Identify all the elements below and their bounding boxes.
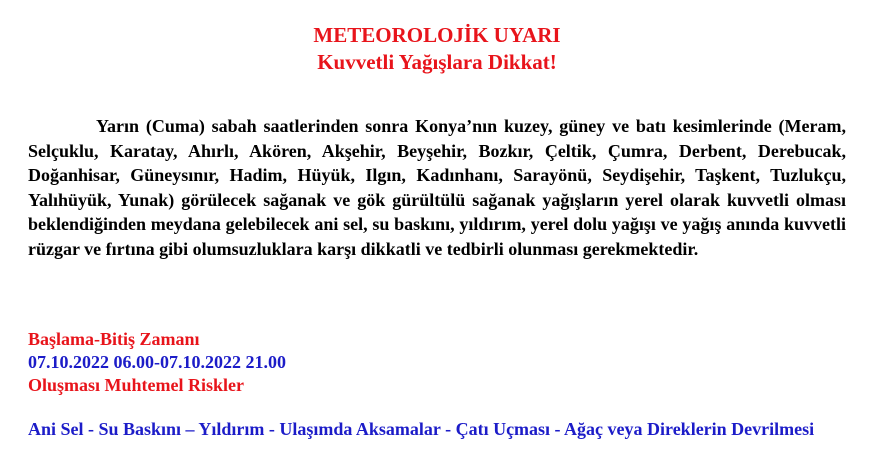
time-label: Başlama-Bitiş Zamanı [28, 329, 200, 349]
warning-body-text: Yarın (Cuma) sabah saatlerinden sonra Konya’nın kuzey, güney ve batı kesimlerinde (Meram, Selçuklu, Karatay, Ahırlı, Akören, Akşehir, Beyşehir, Bozkır, Çeltik, Çumra, Derbent, Derebucak, Doğanhisar, Güneysınır, Hadim, Hüyük, Ilgın, Kadınhanı, Sarayönü, Seydişehir, Taşkent, Tuzlukçu, Yalıhüyük, Yunak) görülecek sağanak ve gök gürültülü sağanak yağışların yerel olarak kuvvetli olması beklendiğinden meydana gelebilecek ani sel, su baskını, yıldırım, yerel dolu yağışı ve yağış anında kuvvetli rüzgar ve fırtına gibi olumsuzluklara karşı dikkatli ve tedbirli olunması gerekmektedir. [28, 116, 846, 259]
risks-label: Oluşması Muhtemel Riskler [28, 375, 244, 395]
risks-section [28, 418, 846, 441]
page-title: METEOROLOJİK UYARI [313, 23, 561, 47]
document [28, 22, 846, 261]
page-subtitle: Kuvvetli Yağışlara Dikkat! [317, 50, 557, 74]
risks-value: Ani Sel - Su Baskını – Yıldırım - Ulaşımda Aksamalar - Çatı Uçması - Ağaç veya Direklerin Devrilmesi [28, 419, 815, 439]
time-value: 07.10.2022 06.00-07.10.2022 21.00 [28, 352, 286, 372]
time-section [28, 328, 846, 397]
